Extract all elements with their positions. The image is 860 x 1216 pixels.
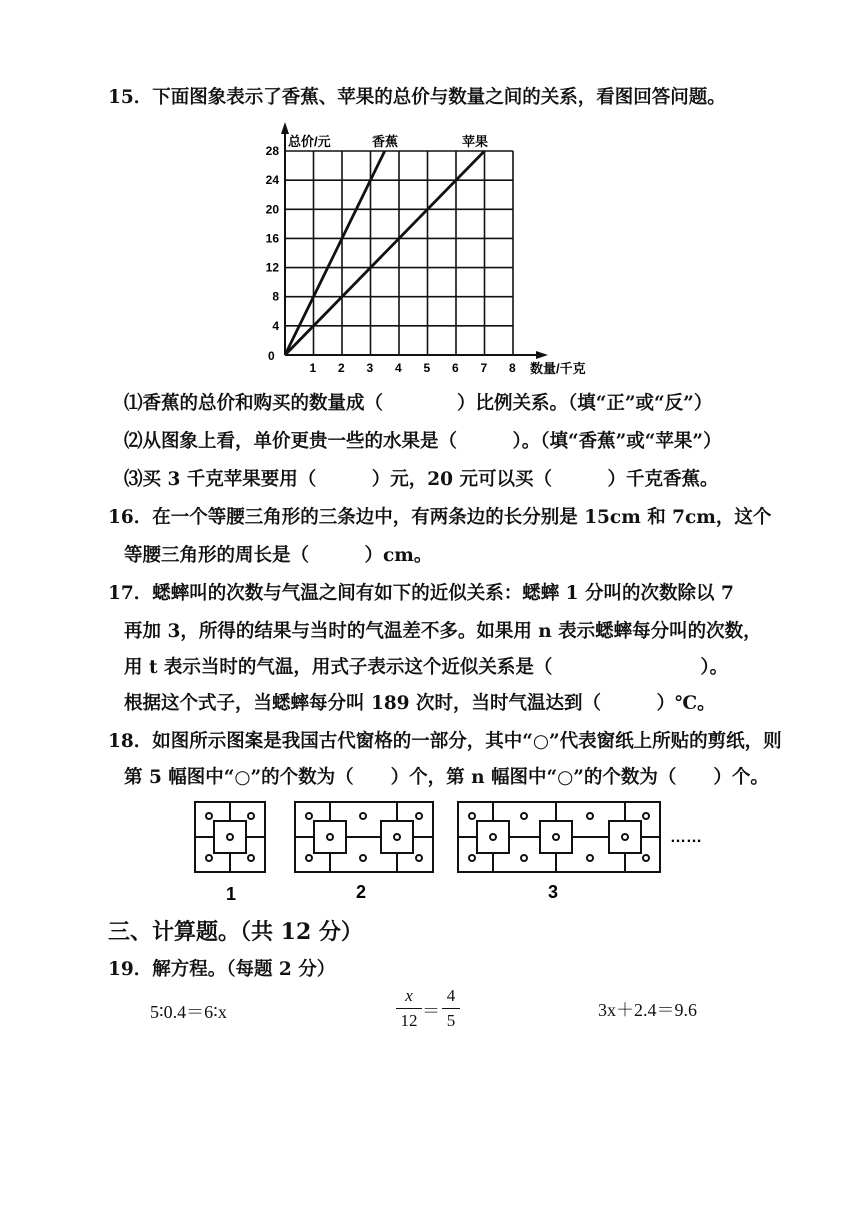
chart-axes [281, 122, 548, 359]
x-axis-label: 数量/千克 [530, 361, 586, 376]
lattice-figure-1 [195, 802, 265, 872]
y-tick-label: 20 [265, 202, 279, 217]
x-tick-label: 1 [309, 361, 317, 375]
q19-stem: 19．解方程。（每题 2 分） [108, 959, 336, 980]
q18-line2: 第 5 幅图中“○”的个数为（ ）个，第 n 幅图中“○”的个数为（ ）个。 [124, 767, 769, 788]
figure-label-1: 1 [226, 884, 237, 904]
equation-2-equals: ＝ [422, 1001, 440, 1022]
equation-2-left-numerator: x [405, 986, 413, 1005]
equation-2-left-denominator: 12 [400, 1011, 418, 1030]
series-label-apple: 苹果 [462, 134, 489, 149]
q17-line4: 根据这个式子，当蟋蟀每分叫 189 次时，当时气温达到（ ）℃。 [124, 693, 716, 714]
q15-sub2: ⑵从图象上看，单价更贵一些的水果是（ ）。（填“香蕉”或“苹果”） [124, 431, 722, 452]
lattice-figure-2 [295, 802, 433, 872]
q17-line3: 用 t 表示当时的气温，用式子表示这个近似关系是（ ）。 [124, 657, 729, 678]
q15-sub3: ⑶买 3 千克苹果要用（ ）元，20 元可以买（ ）千克香蕉。 [124, 469, 719, 490]
equation-2-left-fraction [396, 986, 422, 1031]
origin-label: 0 [268, 349, 275, 363]
price-quantity-chart [0, 118, 860, 378]
equation-2-right-denominator: 5 [446, 1011, 456, 1030]
y-tick-label: 24 [265, 173, 279, 188]
chart-series [285, 151, 485, 355]
x-axis-arrow [536, 351, 548, 359]
q16-line2: 等腰三角形的周长是（ ）cm。 [124, 545, 433, 566]
window-lattice-figures [0, 798, 860, 908]
figure-ellipsis: …… [670, 829, 702, 846]
x-tick-label: 8 [509, 361, 516, 375]
series-label-banana: 香蕉 [372, 134, 399, 149]
equation-2-right-numerator: 4 [446, 986, 456, 1005]
q15-stem: 15．下面图象表示了香蕉、苹果的总价与数量之间的关系，看图回答问题。 [108, 87, 726, 108]
y-tick-label: 16 [265, 231, 279, 246]
q15-sub1: ⑴香蕉的总价和购买的数量成（ ）比例关系。（填“正”或“反”） [124, 393, 713, 414]
x-tick-label: 6 [452, 361, 459, 375]
equation-1: 5∶0.4＝6∶x [150, 1002, 227, 1022]
y-axis-arrow [281, 122, 289, 134]
x-tick-label: 7 [480, 361, 488, 375]
x-tick-label: 4 [395, 361, 402, 375]
figure-label-2: 2 [356, 882, 367, 902]
y-tick-label: 12 [265, 260, 279, 275]
chart-ticks [266, 144, 516, 375]
equation-2 [396, 986, 466, 1036]
chart-grid [285, 151, 513, 355]
y-tick-label: 28 [265, 144, 279, 158]
y-tick-label: 8 [272, 289, 279, 304]
q16-line1: 16．在一个等腰三角形的三条边中，有两条边的长分别是 15cm 和 7cm，这个 [108, 507, 772, 528]
equation-3: 3x＋2.4＝9.6 [598, 1000, 697, 1020]
q18-line1: 18．如图所示图案是我国古代窗格的一部分，其中“○”代表窗纸上所贴的剪纸，则 [108, 731, 782, 752]
q17-line2: 再加 3，所得的结果与当时的气温差不多。如果用 n 表示蟋蟀每分叫的次数， [124, 621, 762, 642]
lattice-figure-3 [458, 802, 660, 872]
x-tick-label: 3 [366, 361, 374, 375]
x-tick-label: 5 [423, 361, 431, 375]
figure-label-3: 3 [548, 882, 559, 902]
y-tick-label: 4 [272, 318, 279, 333]
equation-2-right-fraction [442, 986, 460, 1031]
q17-line1: 17．蟋蟀叫的次数与气温之间有如下的近似关系：蟋蟀 1 分叫的次数除以 7 [108, 583, 734, 604]
x-tick-label: 2 [338, 361, 345, 375]
y-axis-label: 总价/元 [288, 134, 331, 149]
series-line-apple [285, 151, 485, 355]
section-3-title: 三、计算题。（共 12 分） [108, 919, 363, 945]
